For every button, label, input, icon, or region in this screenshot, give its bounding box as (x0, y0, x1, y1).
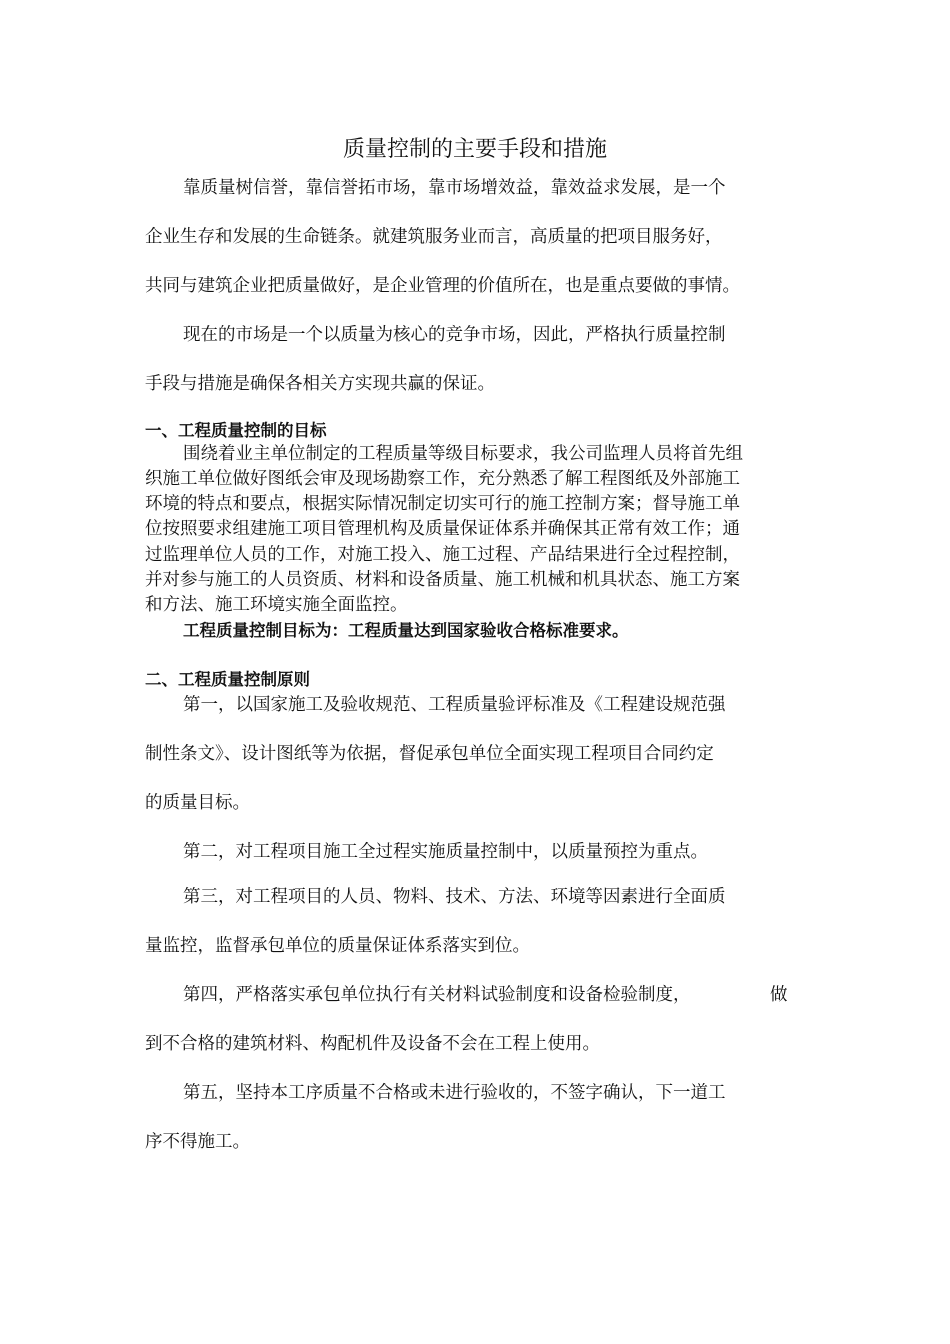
section-2-heading: 二、工程质量控制原则 (145, 670, 310, 689)
section-1-line: 织施工单位做好图纸会审及现场勘察工作，充分熟悉了解工程图纸及外部施工 (145, 469, 740, 489)
section-2-line: 第五，坚持本工序质量不合格或未进行验收的，不签字确认，下一道工 (183, 1083, 726, 1103)
section-1-line: 位按照要求组建施工项目管理机构及质量保证体系并确保其正常有效工作；通 (145, 519, 740, 539)
intro-line-2: 企业生存和发展的生命链条。就建筑服务业而言，高质量的把项目服务好， (145, 227, 723, 247)
section-2-line: 第三，对工程项目的人员、物料、技术、方法、环境等因素进行全面质 (183, 887, 726, 907)
section-2-line: 第四，严格落实承包单位执行有关材料试验制度和设备检验制度， (183, 985, 691, 1005)
section-2-line: 量监控，监督承包单位的质量保证体系落实到位。 (145, 936, 530, 956)
section-1-line: 环境的特点和要点，根据实际情况制定切实可行的施工控制方案；督导施工单 (145, 494, 740, 514)
intro-line-1: 靠质量树信誉，靠信誉拓市场，靠市场增效益，靠效益求发展，是一个 (183, 178, 726, 198)
document-title: 质量控制的主要手段和措施 (342, 137, 607, 162)
section-1-line: 并对参与施工的人员资质、材料和设备质量、施工机械和机具状态、施工方案 (145, 570, 740, 590)
section-2-line: 制性条文》、设计图纸等为依据，督促承包单位全面实现工程项目合同约定 (145, 744, 714, 764)
section-2-line: 第一，以国家施工及验收规范、工程质量验评标准及《工程建设规范强 (183, 695, 726, 715)
section-2-line: 序不得施工。 (145, 1132, 250, 1152)
section-2-line-tail: 做 (770, 985, 788, 1005)
section-2-line: 的质量目标。 (145, 793, 250, 813)
intro-line-5: 手段与措施是确保各相关方实现共赢的保证。 (145, 374, 495, 394)
intro-line-3: 共同与建筑企业把质量做好，是企业管理的价值所在，也是重点要做的事情。 (145, 276, 740, 296)
section-1-goal: 工程质量控制目标为：工程质量达到国家验收合格标准要求。 (183, 621, 629, 640)
section-1-line: 和方法、施工环境实施全面监控。 (145, 595, 408, 615)
section-1-line: 围绕着业主单位制定的工程质量等级目标要求，我公司监理人员将首先组 (183, 444, 743, 464)
section-2-line: 第二，对工程项目施工全过程实施质量控制中，以质量预控为重点。 (183, 842, 708, 862)
intro-line-4: 现在的市场是一个以质量为核心的竞争市场，因此，严格执行质量控制 (183, 325, 726, 345)
section-2-line: 到不合格的建筑材料、构配机件及设备不会在工程上使用。 (145, 1034, 600, 1054)
section-1-line: 过监理单位人员的工作，对施工投入、施工过程、产品结果进行全过程控制， (145, 545, 740, 565)
section-1-heading: 一、工程质量控制的目标 (145, 421, 327, 440)
